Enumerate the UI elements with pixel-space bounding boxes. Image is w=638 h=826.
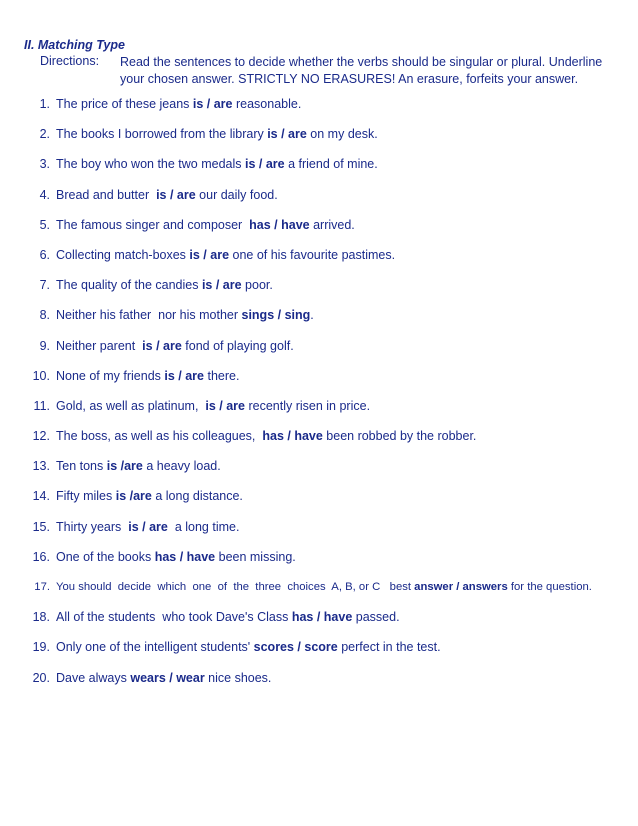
question-item [24, 579, 624, 609]
question-text-before: All of the students who took Dave's Class [56, 610, 292, 625]
directions-label: Directions: [40, 54, 100, 68]
question-text-after: our daily food. [195, 187, 278, 202]
question-text-after: . [310, 308, 314, 323]
question-text-after: perfect in the test. [337, 640, 441, 655]
directions-line-1: Read the sentences to decide whether the verbs should be singular or plural. Underline [120, 55, 603, 69]
question-text-after: for the question. [507, 581, 592, 593]
question-text-after: been robbed by the robber. [322, 429, 477, 444]
question-text-before: Fifty miles [56, 489, 116, 504]
question-text-before: The quality of the candies [56, 278, 202, 293]
question-text-after: on my desk. [306, 127, 378, 142]
answer-choice[interactable]: is /are [106, 459, 143, 474]
directions-line-2: your chosen answer. STRICTLY NO ERASURES! An erasure, forfeits your answer. [120, 72, 579, 86]
question-number: 11. [33, 398, 50, 413]
question-item [24, 277, 624, 307]
answer-choice[interactable]: is /are [115, 489, 152, 504]
question-text-before: Dave always [56, 670, 131, 685]
question-text-before: None of my friends [56, 368, 165, 383]
question-text-before: Gold, as well as platinum, [56, 398, 206, 413]
question-item [24, 368, 624, 398]
question-number: 8. [39, 308, 50, 323]
question-text-before: The famous singer and composer [56, 217, 250, 232]
question-list [24, 96, 624, 700]
question-text-after: poor. [241, 278, 273, 293]
question-number: 3. [39, 157, 50, 172]
question-item [24, 428, 624, 458]
answer-choice[interactable]: is / are [192, 97, 233, 111]
question-text-after: a friend of mine. [284, 157, 378, 172]
question-item [24, 398, 624, 428]
question-number: 7. [39, 278, 50, 293]
question-number: 5. [39, 217, 50, 232]
answer-choice[interactable]: is / are [205, 398, 245, 413]
question-text-before: Neither parent [56, 338, 143, 353]
question-number: 14. [32, 489, 50, 504]
question-item [24, 126, 624, 156]
question-number: 17. [34, 581, 50, 593]
answer-choice[interactable]: wears / wear [130, 670, 205, 685]
question-number: 9. [39, 338, 50, 353]
question-item [24, 96, 624, 126]
question-item [24, 338, 624, 368]
question-item [24, 156, 624, 186]
answer-choice[interactable]: answer / answers [414, 581, 508, 593]
question-text-after: a long time. [167, 519, 240, 534]
answer-choice[interactable]: has / have [154, 549, 216, 564]
question-text-after: a heavy load. [142, 459, 221, 474]
question-item [24, 549, 624, 579]
answer-choice[interactable]: sings / sing [241, 308, 311, 323]
question-number: 20. [32, 670, 50, 685]
question-number: 4. [39, 187, 50, 202]
question-number: 2. [39, 127, 50, 142]
question-item [24, 217, 624, 247]
answer-choice[interactable]: is / are [142, 338, 182, 353]
answer-choice[interactable]: is / are [201, 278, 242, 293]
question-text-before: The boss, as well as his colleagues, [56, 429, 263, 444]
question-number: 12. [32, 429, 50, 444]
question-number: 19. [32, 640, 50, 655]
answer-choice[interactable]: scores / score [253, 640, 338, 655]
question-text-after: arrived. [309, 217, 355, 232]
answer-choice[interactable]: is / are [156, 187, 196, 202]
answer-choice[interactable]: is / are [164, 368, 205, 383]
question-text-after: there. [204, 368, 240, 383]
answer-choice[interactable]: is / are [189, 247, 230, 262]
question-item [24, 247, 624, 277]
answer-choice[interactable]: has / have [249, 217, 310, 232]
question-text-before: The price of these jeans [56, 97, 193, 111]
question-text-before: Bread and butter [56, 187, 157, 202]
question-text-before: Thirty years [56, 519, 129, 534]
question-text-after: one of his favourite pastimes. [229, 247, 396, 262]
question-number: 18. [32, 610, 50, 625]
question-text-before: You should decide which one of the three choices A, B, or C best [56, 581, 415, 593]
question-text-before: Collecting match-boxes [56, 247, 190, 262]
question-text-after: recently risen in price. [245, 398, 371, 413]
question-text-before: One of the books [56, 549, 155, 564]
question-text-after: passed. [352, 610, 400, 625]
question-text-before: Neither his father nor his mother [56, 308, 242, 323]
question-number: 6. [39, 247, 50, 262]
question-number: 13. [32, 459, 50, 474]
question-number: 15. [32, 519, 50, 534]
question-text-after: reasonable. [232, 97, 302, 111]
question-item [24, 670, 624, 700]
question-item [24, 187, 624, 217]
question-item [24, 307, 624, 337]
question-text-after: been missing. [215, 549, 296, 564]
question-item [24, 488, 624, 518]
question-text-before: Ten tons [56, 459, 107, 474]
question-text-after: a long distance. [151, 489, 243, 504]
question-text-before: Only one of the intelligent students' [56, 640, 254, 655]
answer-choice[interactable]: is / are [245, 157, 285, 172]
answer-choice[interactable]: is / are [128, 519, 168, 534]
answer-choice[interactable]: has / have [291, 610, 353, 625]
question-item [24, 639, 624, 669]
question-text-before: The boy who won the two medals [56, 157, 245, 172]
directions-text [120, 54, 615, 88]
question-item [24, 519, 624, 549]
question-number: 1. [39, 97, 50, 111]
question-number: 10. [32, 368, 50, 383]
question-text-after: nice shoes. [204, 670, 272, 685]
question-item [24, 609, 624, 639]
question-text-before: The books I borrowed from the library [56, 127, 268, 142]
answer-choice[interactable]: is / are [267, 127, 307, 142]
question-item [24, 458, 624, 488]
question-number: 16. [32, 549, 50, 564]
question-text-after: fond of playing golf. [181, 338, 294, 353]
answer-choice[interactable]: has / have [262, 429, 323, 444]
section-title: II. Matching Type [24, 38, 125, 52]
